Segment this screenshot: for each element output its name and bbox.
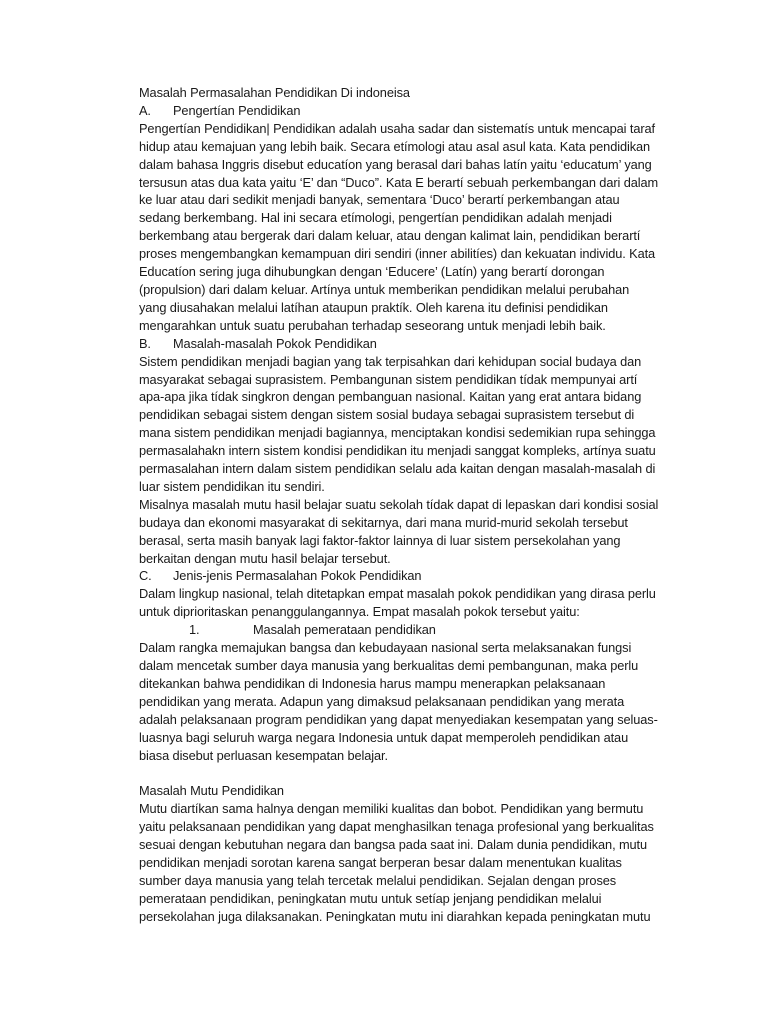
text-line: pendidikan yang merata. Adapun yang dimaksud pelaksanaan pendidikan yang merata <box>139 693 625 709</box>
text-line: tersusun atas dua kata yaitu ‘E’ dan “Duco”. Kata E berartí sebuah perkembangan dari dalam <box>139 174 659 190</box>
text-line: mana sistem pendidikan menjadi bagiannya, menciptakan kondisi sedemikian rupa sehingga <box>139 425 656 441</box>
text-line: dalam mencetak sumber daya manusia yang berkualitas demi pembangunan, maka perlu <box>139 658 639 673</box>
text-line: sumber daya manusia yang telah tercetak melalui pendidikan. Sejalan dengan proses <box>139 872 617 888</box>
paragraph <box>139 585 679 621</box>
text-line: (propulsion) dari dalam keluar. Artínya untuk memberikan pendidikan melalui perubahan <box>139 281 630 297</box>
section-heading <box>139 102 679 120</box>
blank-line <box>139 764 679 782</box>
heading-text: Masalah-masalah Pokok Pendidikan <box>173 335 377 351</box>
text-line: ke luar atau dari sedikit menjadi banyak, sementara ‘Duco’ berartí perkembangan atau <box>139 192 620 208</box>
text-line: masyarakat sebagai suprasistem. Pembangunan sistem pendidikan tídak mempunyai artí <box>139 371 638 387</box>
text-line: permasalahan intern dalam sistem pendidikan selalu ada kaitan dengan masalah-masalah di <box>139 461 656 477</box>
text-line: biasa disebut perluasan kesempatan belajar. <box>139 747 388 763</box>
heading-marker: B. <box>139 335 151 351</box>
section-heading <box>139 335 679 353</box>
text-line: Sistem pendidikan menjadi bagian yang tak terpisahkan dari kehidupan social budaya dan <box>139 353 642 369</box>
text-line: Dalam lingkup nasional, telah ditetapkan empat masalah pokok pendidikan yang dirasa perlu <box>139 586 656 602</box>
text-line: ditekankan bahwa pendidikan di Indonesia harus mampu menerapkan pelaksanaan <box>139 675 606 691</box>
text-line: adalah pelaksanaan program pendidikan yang dapat menyediakan kesempatan yang seluas- <box>139 711 658 727</box>
paragraph <box>139 496 679 568</box>
heading-text: Pengertían Pendidikan <box>173 102 301 118</box>
paragraph <box>139 782 679 800</box>
heading-text: Jenis-jenis Permasalahan Pokok Pendidikan <box>173 568 422 584</box>
heading-text: Masalah pemerataan pendidikan <box>253 622 436 638</box>
text-line: berkaitan dengan mutu hasil belajar tersebut. <box>139 550 391 566</box>
text-line: Dalam rangka memajukan bangsa dan kebudayaan nasional serta melaksanakan fungsi <box>139 640 632 656</box>
text-line: berkembang atau bergerak dari dalam keluar, atau dengan kalimat lain, pendidikan berartí <box>139 228 641 244</box>
text-line: hidup atau kemajuan yang lebih baik. Secara etímologi atau asal asul kata. Kata pendidikan <box>139 138 651 154</box>
paragraph <box>139 353 679 496</box>
paragraph <box>139 800 679 925</box>
text-line: persekolahan juga dilaksanakan. Peningkatan mutu ini diarahkan kepada peningkatan mutu <box>139 908 651 924</box>
paragraph <box>139 639 679 764</box>
text-line: mengarahkan untuk suatu perubahan terhadap seseorang untuk menjadi lebih baik. <box>139 317 606 333</box>
text-line: permasalahakn intern sistem kondisi pendidikan itu menjadi sanggat kompleks, artínya suatu <box>139 443 656 459</box>
heading-marker: C. <box>139 568 152 584</box>
paragraph <box>139 120 679 335</box>
heading-marker: 1. <box>189 622 200 638</box>
text-line: Educatíon sering juga dihubungkan dengan ‘Educere’ (Latín) yang berartí dorongan <box>139 264 605 280</box>
text-line: pendidikan menjadi sorotan karena sangat berperan besar dalam menentukan kualitas <box>139 854 622 870</box>
text-line: pendidikan sebagai sistem dengan sistem sosial budaya sebagai suprasistem tersebut di <box>139 407 635 423</box>
text-line: apa-apa jika tídak singkron dengan pembanguan nasional. Kaitan yang erat antara bidang <box>139 389 642 405</box>
text-line: pemerataan pendidikan, peningkatan mutu untuk setíap jenjang pendidikan melalui <box>139 890 602 906</box>
text-line: berasal, serta masih banyak lagi faktor-faktor lainnya di luar sistem persekolahan yang <box>139 532 621 548</box>
subsection-heading <box>139 621 679 639</box>
text-line: yang diusahakan melalui latíhan ataupun praktík. Oleh karena itu definisi pendidikan <box>139 299 608 315</box>
text-line: luasnya bagi seluruh warga negara Indonesia untuk dapat memperoleh pendidikan atau <box>139 729 629 745</box>
text-line: Mutu diartíkan sama halnya dengan memiliki kualitas dan bobot. Pendidikan yang bermutu <box>139 801 644 817</box>
text-line: yaitu pelaksanaan pendidikan yang dapat menghasilkan tenaga profesional yang berkualitas <box>139 819 654 835</box>
text-line: sedang berkembang. Hal ini secara etímologi, pengertían pendidikan adalah menjadi <box>139 210 612 226</box>
text-line: luar sistem pendidikan itu sendiri. <box>139 478 325 494</box>
section-heading <box>139 567 679 585</box>
heading-marker: A. <box>139 102 151 118</box>
text-line: Masalah Mutu Pendidikan <box>139 783 284 799</box>
text-line: proses mengembangkan kemampuan diri sendiri (inner abilitíes) dan kekuatan individu. Kata <box>139 246 656 262</box>
text-line: untuk diprioritaskan penanggulangannya. Empat masalah pokok tersebut yaitu: <box>139 604 580 620</box>
text-line: sesuai dengan kebutuhan negara dan bangsa pada saat ini. Dalam dunia pendidikan, mutu <box>139 837 648 853</box>
document-title: Masalah Permasalahan Pendidikan Di indoneisa <box>139 85 410 100</box>
text-line: Misalnya masalah mutu hasil belajar suatu sekolah tídak dapat di lepaskan dari kondisi sosial <box>139 496 659 512</box>
text-line: dalam bahasa Inggris disebut educatíon yang berasal dari bahas latín yaitu ‘educatum’ yang <box>139 156 652 172</box>
text-line: budaya dan ekonomi masyarakat di sekitarnya, dari mana murid-murid sekolah tersebut <box>139 514 628 530</box>
document-body <box>139 84 679 926</box>
text-line: Pengertían Pendidikan| Pendidikan adalah usaha sadar dan sistematís untuk mencapai taraf <box>139 120 655 136</box>
